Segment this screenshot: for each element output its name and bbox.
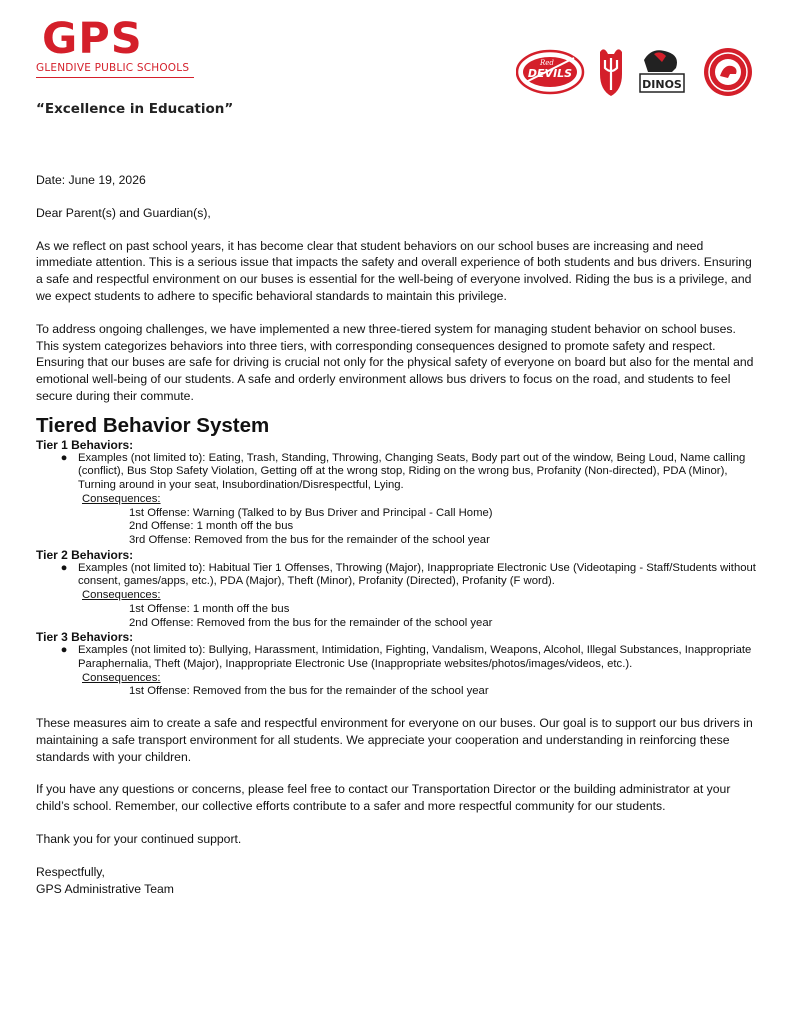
tier-2-offense-2: 2nd Offense: Removed from the bus for the remainder of the school year (129, 616, 493, 629)
tier-1-consequences-label: Consequences: (82, 492, 161, 505)
tiered-system-heading: Tiered Behavior System (36, 413, 270, 437)
letterhead (36, 14, 756, 124)
tier-2-section (36, 548, 756, 631)
tier-2-title: Tier 2 Behaviors: (36, 547, 134, 562)
bullet-icon: ● (60, 644, 68, 657)
red-devils-logo (517, 51, 583, 93)
letter-salutation: Dear Parent(s) and Guardian(s), (36, 205, 211, 220)
tier-3-title: Tier 3 Behaviors: (36, 630, 134, 645)
dino-mites-seal (704, 48, 752, 96)
tier-1-offense-3: 3rd Offense: Removed from the bus for the remainder of the school year (129, 533, 490, 546)
closing-line: Respectfully, (36, 864, 105, 879)
tier-3-examples (36, 644, 756, 671)
tier-1-examples (36, 452, 756, 493)
bullet-icon: ● (60, 561, 68, 574)
tier-2-offense-1: 1st Offense: 1 month off the bus (129, 602, 290, 615)
tier-1-offense-1: 1st Offense: Warning (Talked to by Bus Driver and Principal - Call Home) (129, 506, 493, 519)
tier-3-section (36, 630, 756, 699)
measures-paragraph: These measures aim to create a safe and respectful environment for everyone on our buses. Our goal is to support our bus drivers in maintaining a safe transport environment for all students. We appreciate your cooperation and understanding in reinforcing these standards with your children. (36, 716, 753, 764)
svg-text:Red: Red (540, 59, 554, 67)
tier-3-offense-1: 1st Offense: Removed from the bus for the remainder of the school year (129, 685, 489, 698)
contact-paragraph: If you have any questions or concerns, please feel free to contact our Transportation Director or the building administrator at your child’s school. Remember, our collective efforts contribute to a safer and more respectful community for our students. (36, 782, 731, 814)
tier-2-consequences-label: Consequences: (82, 589, 161, 602)
tier-1-section (36, 438, 756, 548)
school-motto: “Excellence in Education” (36, 101, 234, 117)
tier-3-examples-text: Examples (not limited to): Bullying, Harassment, Intimidation, Fighting, Vandalism, Weapons, Alcohol, Illegal Substances, Inappropriate Paraphernalia, Theft (Major), Inappropriate Electronic Use (Inappropriate websites/photos/images/videos, etc.). (78, 644, 752, 670)
tier-2-examples (36, 562, 756, 589)
tier-1-title: Tier 1 Behaviors: (36, 437, 134, 452)
letter-body (36, 172, 756, 897)
svg-text:DINOS: DINOS (642, 78, 682, 91)
signature-block (36, 864, 756, 898)
thanks-line: Thank you for your continued support. (36, 832, 242, 846)
logo-underline (36, 77, 194, 78)
dinos-logo (640, 50, 684, 92)
gps-logo (36, 14, 196, 86)
gps-logo-letters: GPS (42, 14, 143, 64)
svg-text:DEVILS: DEVILS (527, 67, 573, 80)
tier-3-consequences-label: Consequences: (82, 671, 161, 684)
mascot-logos (516, 44, 756, 100)
tier-1-offense-2: 2nd Offense: 1 month off the bus (129, 520, 294, 533)
tier-1-examples-text: Examples (not limited to): Eating, Trash, Standing, Throwing, Changing Seats, Body part out of the window, Being Loud, Name calling (conflict), Bus Stop Safety Violation, Getting off at the wrong stop, Riding on the wrong bus, Profanity (Non-directed), PDA (Minor), Turning around in your seat, Insubordination/Disrespectful, Lying. (78, 451, 746, 492)
system-paragraph: To address ongoing challenges, we have implemented a new three-tiered system for managing student behavior on school buses. This system categorizes behaviors into three tiers, with corresponding consequences designed to promote safety and respect. Ensuring that our buses are safe for driving is crucial not only for the physical safety of everyone on board but also for the mental and emotional well-being of our students. A safe and orderly environment allows bus drivers to focus on the road, and students to feel secure during their commute. (36, 321, 754, 403)
devil-trident-logo (600, 49, 622, 96)
letter-date: Date: June 19, 2026 (36, 173, 146, 187)
bullet-icon: ● (60, 451, 68, 464)
intro-paragraph: As we reflect on past school years, it has become clear that student behaviors on our school buses are increasing and need immediate attention. This is a serious issue that impacts the safety and overall experience of both students and bus drivers. Ensuring a safe and respectful environment on our buses is essential for the well-being of everyone involved. Riding the bus is a privilege, and we expect students to adhere to specific behavioral standards to maintain this privilege. (36, 238, 752, 303)
school-name: GLENDIVE PUBLIC SCHOOLS (36, 62, 190, 74)
tier-2-examples-text: Examples (not limited to): Habitual Tier 1 Offenses, Throwing (Major), Inappropriate Electronic Use (Videotaping - Staff/Students without consent, games/apps, etc.), PDA (Major), Theft (Minor), Profanity (Directed), Profanity (F word). (78, 561, 756, 588)
signature-line: GPS Administrative Team (36, 881, 174, 896)
